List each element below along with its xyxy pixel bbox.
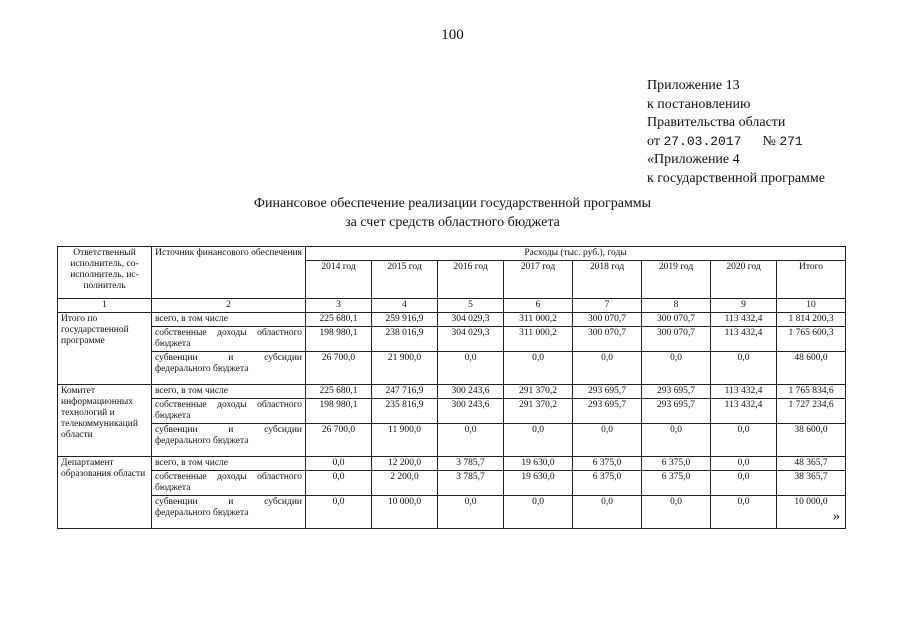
year-value: 113 432,4 xyxy=(711,385,777,399)
year-value: 238 016,9 xyxy=(372,327,438,352)
funding-source: собственные доходы областного бюджета xyxy=(152,471,306,496)
annex-header xyxy=(647,77,825,188)
year-value: 259 916,9 xyxy=(372,313,438,327)
header-total: Итого xyxy=(777,261,846,299)
header-year: 2015 год xyxy=(372,261,438,299)
page-number: 100 xyxy=(441,27,464,43)
year-value: 300 070,7 xyxy=(573,327,642,352)
funding-source: всего, в том числе xyxy=(152,457,306,471)
year-value: 12 200,0 xyxy=(372,457,438,471)
year-value: 300 243,6 xyxy=(438,385,504,399)
year-value: 0,0 xyxy=(504,496,573,529)
total-value: 1 765 600,3 xyxy=(777,327,846,352)
year-value: 198 980,1 xyxy=(306,327,372,352)
column-number: 1 xyxy=(58,299,152,313)
year-value: 113 432,4 xyxy=(711,313,777,327)
header-source: Источник финансового обеспечения xyxy=(152,247,306,299)
year-value: 0,0 xyxy=(711,424,777,457)
header-row-1 xyxy=(58,247,846,261)
year-value: 11 900,0 xyxy=(372,424,438,457)
year-value: 0,0 xyxy=(573,424,642,457)
year-value: 225 680,1 xyxy=(306,385,372,399)
year-value: 6 375,0 xyxy=(642,471,711,496)
year-value: 0,0 xyxy=(711,352,777,385)
year-value: 293 695,7 xyxy=(642,399,711,424)
year-value: 291 370,2 xyxy=(504,399,573,424)
table-body xyxy=(58,313,846,529)
year-value: 0,0 xyxy=(306,496,372,529)
table-row xyxy=(58,385,846,399)
year-value: 311 000,2 xyxy=(504,313,573,327)
year-value: 3 785,7 xyxy=(438,471,504,496)
year-value: 0,0 xyxy=(573,496,642,529)
year-value: 293 695,7 xyxy=(573,385,642,399)
year-value: 0,0 xyxy=(573,352,642,385)
table-row xyxy=(58,399,846,424)
year-value: 6 375,0 xyxy=(642,457,711,471)
total-value: 48 365,7 xyxy=(777,457,846,471)
annex-line-1: Приложение 13 xyxy=(647,78,740,93)
annex-number: 271 xyxy=(779,133,803,149)
year-value: 0,0 xyxy=(438,424,504,457)
table-row xyxy=(58,352,846,385)
financing-table xyxy=(57,246,846,529)
year-value: 300 070,7 xyxy=(642,327,711,352)
year-value: 300 243,6 xyxy=(438,399,504,424)
annex-date: 27.03.2017 xyxy=(663,133,742,149)
year-value: 0,0 xyxy=(711,496,777,529)
column-number: 8 xyxy=(642,299,711,313)
year-value: 26 700,0 xyxy=(306,352,372,385)
title-line-2: за счет средств областного бюджета xyxy=(345,215,560,230)
year-value: 0,0 xyxy=(438,352,504,385)
funding-source: субвенции и субсидии федерального бюджета xyxy=(152,496,306,529)
year-value: 0,0 xyxy=(438,496,504,529)
year-value: 198 980,1 xyxy=(306,399,372,424)
header-year: 2019 год xyxy=(642,261,711,299)
column-number: 4 xyxy=(372,299,438,313)
year-value: 293 695,7 xyxy=(642,385,711,399)
funding-source: субвенции и субсидии федерального бюджета xyxy=(152,352,306,385)
year-value: 300 070,7 xyxy=(573,313,642,327)
table-row xyxy=(58,496,846,529)
year-value: 0,0 xyxy=(306,471,372,496)
year-value: 6 375,0 xyxy=(573,471,642,496)
total-value: 38 600,0 xyxy=(777,424,846,457)
year-value: 0,0 xyxy=(642,424,711,457)
funding-source: всего, в том числе xyxy=(152,313,306,327)
funding-source: всего, в том числе xyxy=(152,385,306,399)
header-year: 2017 год xyxy=(504,261,573,299)
total-value: 38 365,7 xyxy=(777,471,846,496)
table-row xyxy=(58,327,846,352)
header-year: 2016 год xyxy=(438,261,504,299)
year-value: 225 680,1 xyxy=(306,313,372,327)
closing-quote: » xyxy=(833,509,840,524)
table-row xyxy=(58,313,846,327)
year-value: 6 375,0 xyxy=(573,457,642,471)
annex-line-6: к государственной программе xyxy=(647,170,825,186)
year-value: 26 700,0 xyxy=(306,424,372,457)
funding-source: субвенции и субсидии федерального бюджета xyxy=(152,424,306,457)
annex-date-prefix: от xyxy=(647,133,660,149)
table-row xyxy=(58,471,846,496)
year-value: 2 200,0 xyxy=(372,471,438,496)
year-value: 0,0 xyxy=(504,352,573,385)
responsible-executor: Департамент образования области xyxy=(58,457,152,529)
responsible-executor: Итого по государственной программе xyxy=(58,313,152,385)
title-line-1: Финансовое обеспечение реализации государственной программы xyxy=(253,196,652,211)
annex-date-line xyxy=(647,133,825,152)
year-value: 19 630,0 xyxy=(504,471,573,496)
year-value: 19 630,0 xyxy=(504,457,573,471)
header-year: 2018 год xyxy=(573,261,642,299)
year-value: 3 785,7 xyxy=(438,457,504,471)
year-value: 0,0 xyxy=(504,424,573,457)
column-number: 3 xyxy=(306,299,372,313)
column-number: 5 xyxy=(438,299,504,313)
header-expenses: Расходы (тыс. руб.), годы xyxy=(306,247,846,261)
year-value: 0,0 xyxy=(711,457,777,471)
year-value: 235 816,9 xyxy=(372,399,438,424)
year-value: 304 029,3 xyxy=(438,327,504,352)
year-value: 247 716,9 xyxy=(372,385,438,399)
year-value: 0,0 xyxy=(711,471,777,496)
year-value: 0,0 xyxy=(306,457,372,471)
table-row xyxy=(58,457,846,471)
funding-source: собственные доходы областного бюджета xyxy=(152,327,306,352)
header-year: 2014 год xyxy=(306,261,372,299)
annex-line-5: «Приложение 4 xyxy=(647,152,740,167)
year-value: 304 029,3 xyxy=(438,313,504,327)
table-row xyxy=(58,424,846,457)
header-year: 2020 год xyxy=(711,261,777,299)
year-value: 0,0 xyxy=(642,496,711,529)
column-number: 6 xyxy=(504,299,573,313)
total-value: 10 000,0 xyxy=(777,496,846,529)
responsible-executor: Комитет информационных технологий и телекоммуникаций области xyxy=(58,385,152,457)
total-value: 1 727 234,6 xyxy=(777,399,846,424)
year-value: 300 070,7 xyxy=(642,313,711,327)
total-value: 48 600,0 xyxy=(777,352,846,385)
year-value: 293 695,7 xyxy=(573,399,642,424)
year-value: 291 370,2 xyxy=(504,385,573,399)
total-value: 1 814 200,3 xyxy=(777,313,846,327)
year-value: 113 432,4 xyxy=(711,327,777,352)
year-value: 311 000,2 xyxy=(504,327,573,352)
total-value: 1 765 834,6 xyxy=(777,385,846,399)
column-number: 10 xyxy=(777,299,846,313)
column-number: 7 xyxy=(573,299,642,313)
header-responsible: Ответственный исполнитель, со-исполнитель, ис-полнитель xyxy=(58,247,152,299)
header-row-numbers xyxy=(58,299,846,313)
column-number: 9 xyxy=(711,299,777,313)
year-value: 113 432,4 xyxy=(711,399,777,424)
document-title xyxy=(0,194,905,232)
year-value: 21 900,0 xyxy=(372,352,438,385)
funding-source: собственные доходы областного бюджета xyxy=(152,399,306,424)
annex-number-sign: № xyxy=(762,133,776,149)
annex-line-3: Правительства области xyxy=(647,115,786,130)
annex-line-2: к постановлению xyxy=(647,96,751,112)
year-value: 0,0 xyxy=(642,352,711,385)
column-number: 2 xyxy=(152,299,306,313)
year-value: 10 000,0 xyxy=(372,496,438,529)
